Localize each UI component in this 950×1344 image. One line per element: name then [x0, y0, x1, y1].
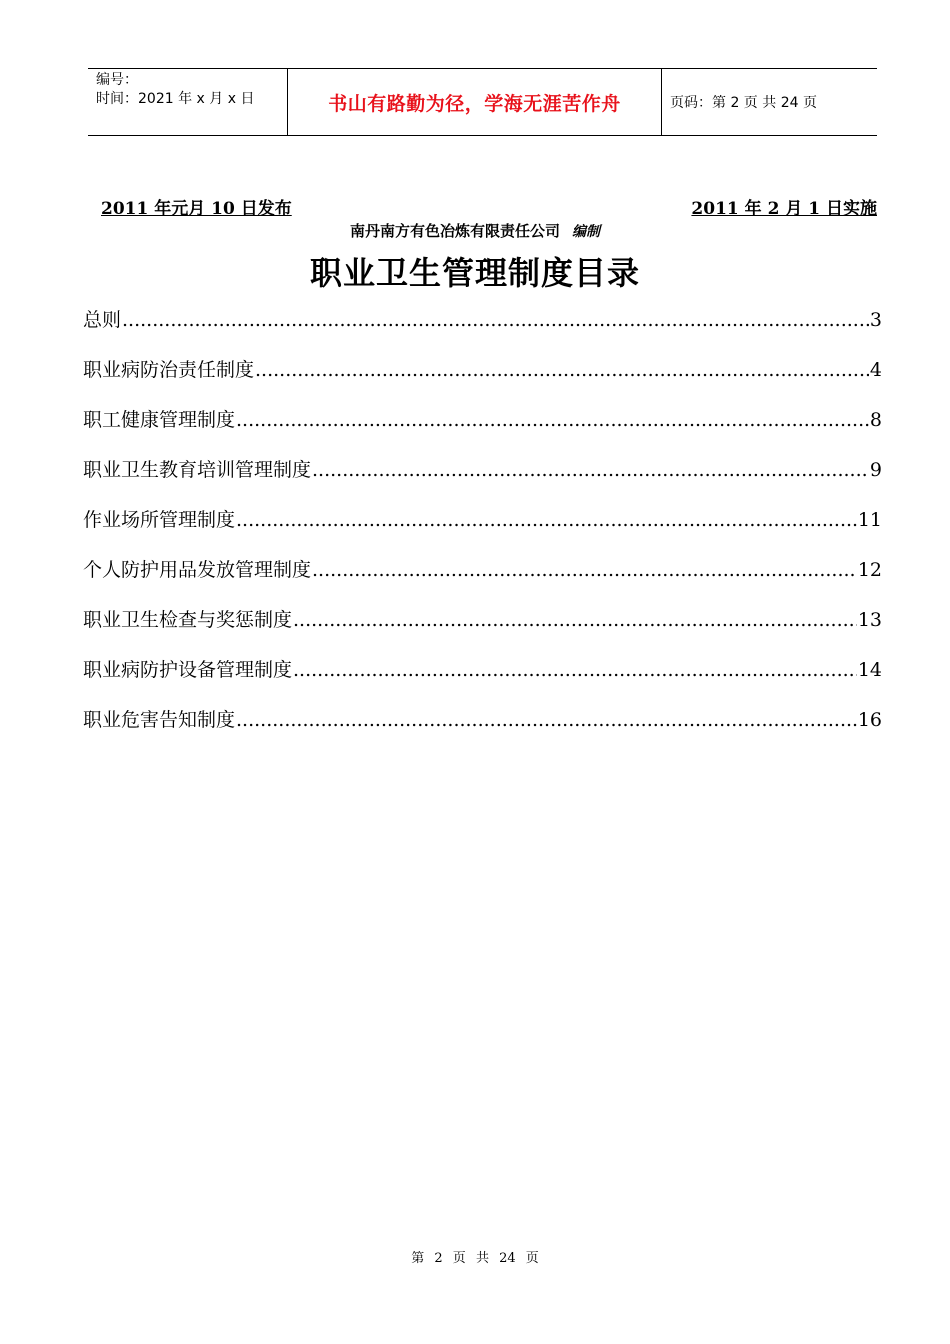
table-of-contents [83, 305, 882, 755]
document-header [88, 68, 877, 136]
toc-dot-leader [255, 359, 869, 381]
footer-page-word: 页 [452, 1251, 466, 1266]
toc-entry-label: 职业卫生教育培训管理制度 [83, 459, 312, 481]
dates-row [101, 194, 877, 219]
toc-entry-label: 职工健康管理制度 [83, 409, 236, 431]
toc-entry-label: 职业病防护设备管理制度 [83, 659, 293, 681]
toc-dot-leader [312, 459, 869, 481]
toc-entry[interactable] [83, 405, 882, 455]
header-motto: 书山有路勤为径，学海无涯苦作舟 [328, 92, 621, 115]
toc-dot-leader [293, 609, 857, 631]
toc-entry[interactable] [83, 505, 882, 555]
toc-entry[interactable] [83, 455, 882, 505]
edit-label: 编制 [572, 224, 600, 240]
toc-dot-leader [293, 659, 857, 681]
toc-entry-page: 9 [869, 459, 882, 481]
document-number-label: 编号： [96, 72, 138, 88]
page-title: 职业卫生管理制度目录 [309, 254, 640, 292]
toc-entry-label: 个人防护用品发放管理制度 [83, 559, 312, 581]
footer-total-number: 24 [499, 1251, 516, 1266]
toc-entry-page: 3 [869, 309, 882, 331]
header-meta-cell [88, 69, 288, 135]
toc-entry-label: 职业病防治责任制度 [83, 359, 255, 381]
toc-entry-page: 11 [857, 509, 882, 531]
company-line [0, 220, 950, 241]
toc-entry-page: 13 [857, 609, 882, 631]
toc-entry[interactable] [83, 605, 882, 655]
toc-dot-leader [236, 509, 857, 531]
toc-entry-page: 14 [857, 659, 882, 681]
page-footer [0, 1247, 950, 1266]
toc-dot-leader [312, 559, 857, 581]
toc-entry[interactable] [83, 355, 882, 405]
effective-date: 2011 年 2 月 1 日实施 [691, 199, 877, 219]
publish-date: 2011 年元月 10 日发布 [101, 199, 292, 219]
toc-entry-page: 16 [857, 709, 882, 731]
toc-dot-leader [236, 409, 869, 431]
toc-dot-leader [236, 709, 857, 731]
toc-dot-leader [122, 309, 869, 331]
header-motto-cell [288, 69, 662, 135]
footer-total-word: 共 [475, 1251, 489, 1266]
footer-suffix: 页 [525, 1251, 539, 1266]
toc-entry[interactable] [83, 305, 882, 355]
toc-entry-label: 作业场所管理制度 [83, 509, 236, 531]
header-page-info: 页码：第 2 页 共 24 页 [670, 95, 817, 111]
toc-entry[interactable] [83, 555, 882, 605]
toc-entry-page: 8 [869, 409, 882, 431]
toc-entry[interactable] [83, 655, 882, 705]
toc-entry-page: 4 [869, 359, 882, 381]
document-time-label: 时间：2021 年 x 月 x 日 [96, 91, 255, 107]
footer-page-number: 2 [434, 1251, 443, 1266]
toc-entry[interactable] [83, 705, 882, 755]
company-name: 南丹南方有色冶炼有限责任公司 [349, 222, 560, 240]
footer-prefix: 第 [411, 1251, 425, 1266]
toc-entry-label: 职业危害告知制度 [83, 709, 236, 731]
toc-entry-label: 总则 [83, 309, 122, 331]
header-page-cell [662, 69, 877, 135]
toc-entry-page: 12 [857, 559, 882, 581]
toc-entry-label: 职业卫生检查与奖惩制度 [83, 609, 293, 631]
